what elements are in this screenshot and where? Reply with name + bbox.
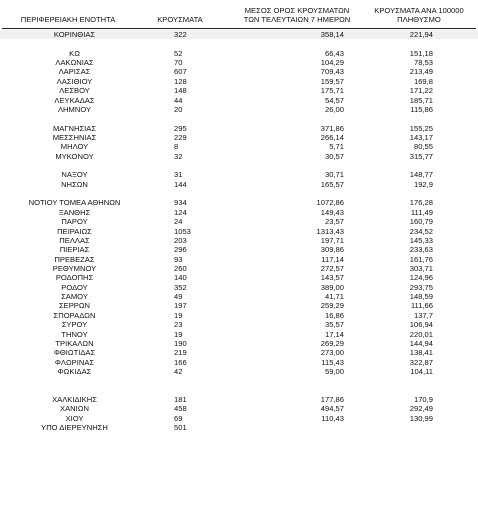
table-row xyxy=(0,339,478,348)
cell-average: 175,71 xyxy=(320,86,344,96)
cell-region: ΦΩΚΙΔΑΣ xyxy=(57,366,92,376)
cell-region: ΧΑΛΚΙΔΙΚΗΣ xyxy=(52,395,97,405)
cell-region: ΚΟΡΙΝΘΙΑΣ xyxy=(53,30,96,39)
cell-per-100k: 104,11 xyxy=(410,366,433,376)
cell-cases: 70 xyxy=(174,58,183,68)
table-row xyxy=(0,208,478,217)
header-average xyxy=(238,6,356,24)
cell-region: ΦΘΙΩΤΙΔΑΣ xyxy=(53,348,96,358)
cell-region: ΣΕΡΡΩΝ xyxy=(58,301,91,311)
cell-per-100k: 322,87 xyxy=(409,357,433,367)
table-row xyxy=(0,292,478,301)
cell-region: ΜΕΣΣΗΝΙΑΣ xyxy=(52,132,97,142)
cell-region: ΜΑΓΝΗΣΙΑΣ xyxy=(52,123,97,133)
cell-region: ΣΑΜΟΥ xyxy=(61,292,88,302)
cell-cases: 260 xyxy=(174,263,187,273)
table-row xyxy=(0,30,478,39)
cell-region: ΛΗΜΝΟΥ xyxy=(57,104,92,114)
cell-average: 149,43 xyxy=(320,207,344,217)
cell-region: ΦΛΩΡΙΝΑΣ xyxy=(54,357,95,367)
cell-region: ΠΡΕΒΕΖΑΣ xyxy=(54,254,95,264)
table-row xyxy=(0,245,478,254)
cell-cases: 49 xyxy=(174,292,183,302)
cell-per-100k: 171,22 xyxy=(409,86,433,96)
cell-per-100k: 111,49 xyxy=(410,207,433,217)
cell-region: ΣΠΟΡΑΔΩΝ xyxy=(53,310,96,320)
header-region: ΠΕΡΙΦΕΡΕΙΑΚΗ ΕΝΟΤΗΤΑ xyxy=(20,15,116,24)
cell-region: ΤΡΙΚΑΛΩΝ xyxy=(55,338,94,348)
cell-region: ΡΟΔΟΠΗΣ xyxy=(55,273,94,283)
cell-per-100k: 303,71 xyxy=(409,263,433,273)
cell-cases: 19 xyxy=(174,329,183,339)
cell-region: ΝΗΣΩΝ xyxy=(61,179,88,189)
cell-cases: 31 xyxy=(174,170,183,180)
cell-cases: 607 xyxy=(174,67,187,77)
cell-average: 41,71 xyxy=(324,292,344,302)
cell-per-100k: 148,77 xyxy=(409,170,433,180)
cell-average: 104,29 xyxy=(320,58,344,68)
table-row xyxy=(0,170,478,179)
cell-cases: 32 xyxy=(174,151,183,161)
cell-cases: 20 xyxy=(174,104,183,114)
cell-cases: 42 xyxy=(174,366,183,376)
table-row xyxy=(0,161,478,170)
table-row xyxy=(0,264,478,273)
cell-cases: 229 xyxy=(174,132,187,142)
cell-per-100k: 292,49 xyxy=(409,404,433,414)
table-row xyxy=(0,39,478,48)
cell-per-100k: 192,9 xyxy=(413,179,433,189)
cell-per-100k: 220,01 xyxy=(409,329,433,339)
cell-region: ΡΟΔΟΥ xyxy=(61,282,88,292)
table-row xyxy=(0,283,478,292)
cell-average: 143,57 xyxy=(320,273,344,283)
cell-average: 23,57 xyxy=(324,217,344,227)
table-row xyxy=(0,105,478,114)
cell-per-100k: 124,96 xyxy=(409,273,433,283)
table-row xyxy=(0,67,478,76)
cell-per-100k: 148,59 xyxy=(409,292,433,302)
table-row xyxy=(0,86,478,95)
cell-cases: 19 xyxy=(174,310,183,320)
table-row xyxy=(0,96,478,105)
cell-average: 389,00 xyxy=(320,282,344,292)
cell-per-100k: 144,94 xyxy=(409,338,433,348)
cell-per-100k: 185,71 xyxy=(409,95,433,105)
cell-average: 115,43 xyxy=(321,357,344,367)
cell-per-100k: 176,28 xyxy=(409,198,433,208)
cell-average: 17,14 xyxy=(324,329,344,339)
cell-per-100k: 130,99 xyxy=(409,413,433,423)
cell-cases: 295 xyxy=(174,123,187,133)
table-row xyxy=(0,189,478,198)
cell-per-100k: 170,9 xyxy=(413,395,433,405)
cell-average: 165,57 xyxy=(320,179,344,189)
table-row xyxy=(0,124,478,133)
cell-average: 272,57 xyxy=(320,263,344,273)
cell-per-100k: 233,63 xyxy=(409,245,433,255)
cell-region: ΡΕΘΥΜΝΟΥ xyxy=(52,263,97,273)
table-row xyxy=(0,358,478,367)
cell-average: 35,57 xyxy=(324,320,344,330)
cell-cases: 69 xyxy=(174,413,183,423)
table-row xyxy=(0,330,478,339)
cell-average: 259,29 xyxy=(320,301,344,311)
table-row xyxy=(0,395,478,404)
cell-cases: 501 xyxy=(174,423,187,433)
cell-cases: 23 xyxy=(174,320,183,330)
cell-region: ΧΙΟΥ xyxy=(65,413,84,423)
cell-average: 709,43 xyxy=(320,67,344,77)
table-row xyxy=(0,255,478,264)
cell-per-100k: 145,33 xyxy=(409,235,433,245)
table-row xyxy=(0,77,478,86)
cell-region: ΧΑΝΙΩΝ xyxy=(60,404,89,414)
cell-per-100k: 80,55 xyxy=(413,142,433,152)
table-header xyxy=(0,0,478,28)
table-row xyxy=(0,142,478,151)
header-average-line2: ΤΩΝ ΤΕΛΕΥΤΑΙΩΝ 7 ΗΜΕΡΩΝ xyxy=(243,15,351,24)
header-cases: ΚΡΟΥΣΜΑΤΑ xyxy=(157,15,203,24)
cell-average: 117,14 xyxy=(321,254,344,264)
table-row xyxy=(0,152,478,161)
cell-average: 30,57 xyxy=(324,151,344,161)
cell-average: 197,71 xyxy=(320,235,344,245)
cell-per-100k: 315,77 xyxy=(409,151,433,161)
header-per-100k xyxy=(364,6,474,24)
cell-cases: 93 xyxy=(174,254,183,264)
table-body xyxy=(0,30,478,432)
cell-average: 5,71 xyxy=(329,142,344,152)
cell-cases: 44 xyxy=(174,95,183,105)
cell-per-100k: 160,79 xyxy=(409,217,433,227)
table-row xyxy=(0,301,478,310)
cell-per-100k: 155,25 xyxy=(409,123,433,133)
cell-region: ΠΕΛΛΑΣ xyxy=(59,235,90,245)
cell-average: 269,29 xyxy=(320,338,344,348)
header-divider xyxy=(2,28,476,29)
cell-per-100k: 213,49 xyxy=(409,67,433,77)
cell-region: ΞΑΝΘΗΣ xyxy=(58,207,91,217)
table-row xyxy=(0,236,478,245)
cell-region: ΝΑΞΟΥ xyxy=(61,170,88,180)
cell-region: ΠΙΕΡΙΑΣ xyxy=(59,245,90,255)
cell-cases: 458 xyxy=(174,404,187,414)
header-average-line1: ΜΕΣΟΣ ΟΡΟΣ ΚΡΟΥΣΜΑΤΩΝ xyxy=(244,6,350,15)
table-row xyxy=(0,273,478,282)
cell-cases: 934 xyxy=(174,198,187,208)
cell-per-100k: 151,18 xyxy=(409,48,433,58)
cell-average: 309,86 xyxy=(320,245,344,255)
cell-per-100k: 138,41 xyxy=(409,348,433,358)
cell-average: 266,14 xyxy=(320,132,344,142)
table-row xyxy=(0,217,478,226)
table-row xyxy=(0,49,478,58)
cell-cases: 128 xyxy=(174,76,187,86)
cell-per-100k: 234,52 xyxy=(409,226,433,236)
cell-average: 26,00 xyxy=(324,104,344,114)
table-row xyxy=(0,198,478,207)
table-row xyxy=(0,367,478,376)
table-row xyxy=(0,404,478,413)
cell-cases: 140 xyxy=(174,273,187,283)
cell-region: ΥΠΟ ΔΙΕΡΕΥΝΗΣΗ xyxy=(41,423,108,433)
cell-average: 66,43 xyxy=(324,48,344,58)
table-row xyxy=(0,414,478,423)
cell-cases: 1053 xyxy=(174,226,191,236)
cell-average: 494,57 xyxy=(320,404,344,414)
cell-per-100k: 137,7 xyxy=(413,310,433,320)
table-row xyxy=(0,311,478,320)
cell-per-100k: 169,8 xyxy=(413,76,433,86)
cell-cases: 190 xyxy=(174,338,187,348)
cell-per-100k: 106,94 xyxy=(409,320,433,330)
cell-cases: 296 xyxy=(174,245,187,255)
cell-average: 358,14 xyxy=(320,30,344,39)
cell-cases: 166 xyxy=(174,357,187,367)
cell-per-100k: 161,76 xyxy=(409,254,433,264)
cell-cases: 8 xyxy=(174,142,179,152)
cell-cases: 219 xyxy=(174,348,187,358)
cell-per-100k: 78,53 xyxy=(413,58,433,68)
cell-average: 110,43 xyxy=(321,413,344,423)
cell-cases: 148 xyxy=(174,86,187,96)
cell-average: 59,00 xyxy=(324,366,344,376)
cell-cases: 124 xyxy=(174,207,187,217)
cell-region: ΠΑΡΟΥ xyxy=(61,217,88,227)
table-row xyxy=(0,348,478,357)
cell-region: ΛΕΥΚΑΔΑΣ xyxy=(54,95,95,105)
cell-average: 371,86 xyxy=(320,123,344,133)
cell-region: ΛΑΡΙΣΑΣ xyxy=(58,67,91,77)
table-row xyxy=(0,423,478,432)
cell-per-100k: 143,17 xyxy=(409,132,433,142)
cell-region: ΛΑΣΙΘΙΟΥ xyxy=(56,76,93,86)
cell-cases: 24 xyxy=(174,217,183,227)
cell-average: 54,57 xyxy=(324,95,344,105)
header-per-100k-line1: ΚΡΟΥΣΜΑΤΑ ΑΝΑ 100000 xyxy=(374,6,464,15)
table-row xyxy=(0,376,478,385)
table-row xyxy=(0,180,478,189)
table-row xyxy=(0,320,478,329)
cell-region: ΜΗΛΟΥ xyxy=(60,142,89,152)
cell-region: ΚΩ xyxy=(69,48,80,58)
cell-region: ΝΟΤΙΟΥ ΤΟΜΕΑ ΑΘΗΝΩΝ xyxy=(28,198,121,208)
cell-per-100k: 221,94 xyxy=(409,30,433,39)
cell-average: 1072,86 xyxy=(316,198,344,208)
cell-cases: 197 xyxy=(174,301,187,311)
cell-cases: 181 xyxy=(174,395,187,405)
table-row xyxy=(0,114,478,123)
cell-per-100k: 111,66 xyxy=(410,301,433,311)
cell-cases: 203 xyxy=(174,235,187,245)
cell-region: ΛΕΣΒΟΥ xyxy=(59,86,90,96)
cell-average: 30,71 xyxy=(324,170,344,180)
cell-region: ΣΥΡΟΥ xyxy=(61,320,88,330)
cell-average: 1313,43 xyxy=(316,226,344,236)
cell-average: 16,86 xyxy=(324,310,344,320)
cell-region: ΤΗΝΟΥ xyxy=(61,329,88,339)
table-row xyxy=(0,133,478,142)
header-per-100k-line2: ΠΛΗΘΥΣΜΟ xyxy=(397,15,441,24)
cell-average: 273,00 xyxy=(320,348,344,358)
cell-average: 159,57 xyxy=(320,76,344,86)
cell-cases: 52 xyxy=(174,48,183,58)
table-row xyxy=(0,58,478,67)
cell-region: ΛΑΚΩΝΙΑΣ xyxy=(55,58,94,68)
cell-region: ΜΥΚΟΝΟΥ xyxy=(55,151,94,161)
cell-region: ΠΕΙΡΑΙΩΣ xyxy=(57,226,92,236)
cell-cases: 144 xyxy=(174,179,187,189)
cell-per-100k: 115,86 xyxy=(410,104,433,114)
cell-average: 177,86 xyxy=(320,395,344,405)
table-row xyxy=(0,386,478,395)
cell-per-100k: 293,75 xyxy=(409,282,433,292)
table-row xyxy=(0,227,478,236)
cell-cases: 352 xyxy=(174,282,187,292)
cell-cases: 322 xyxy=(174,30,187,39)
